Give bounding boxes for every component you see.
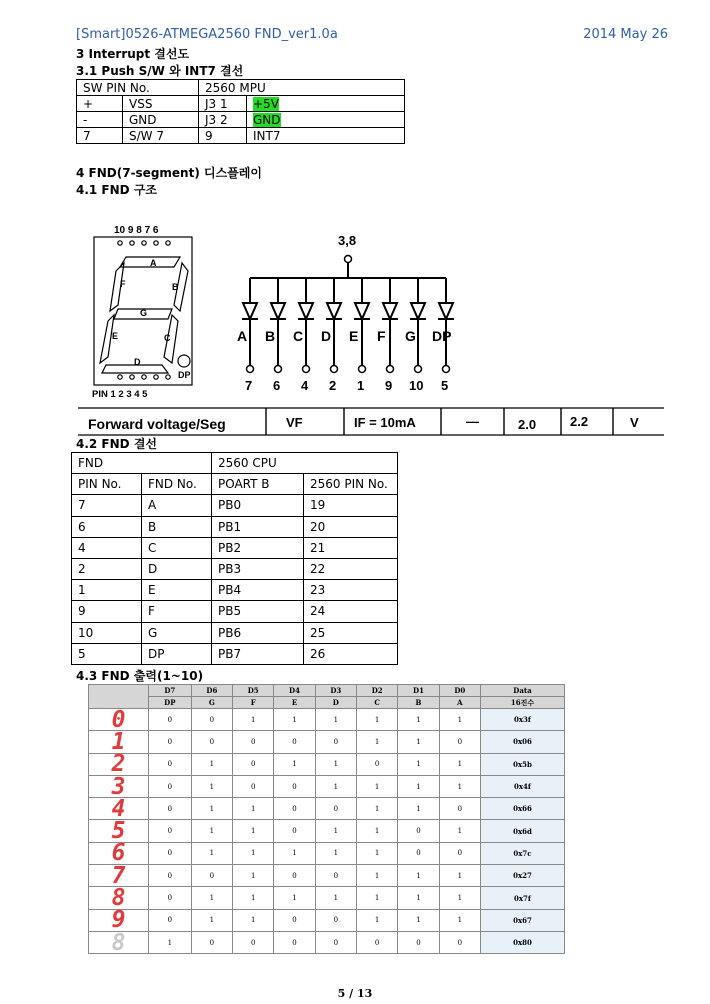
diode-label: B — [265, 328, 276, 344]
table-cell: 22 — [304, 558, 398, 579]
bit-cell: 1 — [398, 731, 439, 753]
bit-cell: 0 — [315, 731, 356, 753]
table-row — [89, 909, 565, 931]
table-row — [72, 580, 398, 601]
segment-label-a: A — [150, 258, 157, 268]
section-4-2-heading: 4.2 FND 결선 — [76, 437, 157, 451]
bit-cell: 1 — [191, 798, 232, 820]
column-header: D3 — [315, 685, 356, 697]
section-4-heading: 4 FND(7-segment) 디스플레이 — [76, 166, 262, 180]
fnd-wiring-table — [71, 452, 398, 665]
bit-cell: 0 — [274, 775, 315, 797]
hex-value: 0x5b — [480, 753, 564, 775]
bit-cell: 1 — [439, 775, 480, 797]
bit-cell: 0 — [274, 731, 315, 753]
table-cell: PB1 — [212, 516, 304, 537]
table-cell: F — [142, 601, 212, 622]
bit-cell: 1 — [439, 820, 480, 842]
diode-pin-number: 2 — [329, 378, 337, 393]
bit-cell: 0 — [439, 842, 480, 864]
table-cell: PB5 — [212, 601, 304, 622]
bit-cell: 0 — [191, 931, 232, 953]
bit-cell: 0 — [274, 865, 315, 887]
column-subheader: G — [191, 697, 232, 709]
spec-unit: V — [630, 415, 639, 430]
diode-e — [349, 278, 370, 393]
column-subheader: D — [315, 697, 356, 709]
table-cell: B — [142, 516, 212, 537]
bit-cell: 1 — [357, 909, 398, 931]
table-cell: POART B — [212, 474, 304, 495]
bit-cell: 0 — [149, 842, 192, 864]
bit-cell: 1 — [357, 775, 398, 797]
table-row — [72, 474, 398, 495]
column-subheader: E — [274, 697, 315, 709]
table-row — [77, 96, 405, 112]
bit-cell: 0 — [149, 865, 192, 887]
bit-cell: 1 — [439, 887, 480, 909]
column-header: D2 — [357, 685, 398, 697]
table-row — [77, 128, 405, 144]
table-cell: 2560 MPU — [199, 80, 405, 96]
bit-cell: 1 — [274, 709, 315, 731]
table-cell: PB3 — [212, 558, 304, 579]
table-cell: 25 — [304, 622, 398, 643]
bit-cell: 1 — [233, 798, 274, 820]
table-cell — [247, 112, 405, 128]
table-cell: PB2 — [212, 537, 304, 558]
bit-cell: 1 — [233, 709, 274, 731]
table-cell: FND — [72, 453, 212, 474]
table-row — [72, 537, 398, 558]
table-cell: J3 2 — [199, 112, 247, 128]
table-cell: 20 — [304, 516, 398, 537]
table-cell: 1 — [72, 580, 142, 601]
bit-cell: 1 — [315, 709, 356, 731]
table-cell — [89, 685, 149, 709]
bit-cell: 0 — [233, 731, 274, 753]
section-3-heading: 3 Interrupt 결선도 — [76, 47, 190, 61]
table-cell: 23 — [304, 580, 398, 601]
diode-pin-number: 1 — [357, 378, 365, 393]
diode-pin-number: 4 — [301, 378, 309, 393]
diode-label: E — [349, 328, 359, 344]
bit-cell: 1 — [191, 842, 232, 864]
table-row — [89, 931, 565, 953]
table-row — [89, 865, 565, 887]
digit-glyph: 8 — [89, 931, 149, 953]
segment-label-d: D — [134, 357, 141, 367]
table-row — [89, 820, 565, 842]
column-header: D6 — [191, 685, 232, 697]
hex-value: 0x06 — [480, 731, 564, 753]
table-cell: 7 — [72, 495, 142, 516]
bit-cell: 0 — [398, 842, 439, 864]
bit-cell: 1 — [357, 842, 398, 864]
table-cell: DP — [142, 643, 212, 664]
bit-cell: 1 — [357, 709, 398, 731]
bit-cell: 1 — [191, 887, 232, 909]
table-cell: 7 — [77, 128, 123, 144]
bit-cell: 0 — [439, 931, 480, 953]
table-row — [77, 112, 405, 128]
table-cell: D — [142, 558, 212, 579]
bit-cell: 0 — [274, 909, 315, 931]
hex-value: 0x67 — [480, 909, 564, 931]
bit-cell: 1 — [274, 842, 315, 864]
bit-cell: 0 — [233, 931, 274, 953]
bit-cell: 1 — [233, 887, 274, 909]
bit-cell: 0 — [274, 820, 315, 842]
table-row — [89, 709, 565, 731]
table-row — [89, 753, 565, 775]
bottom-pin-numbers: PIN 1 2 3 4 5 — [92, 389, 148, 400]
bit-cell: 1 — [149, 931, 192, 953]
hex-value: 0x4f — [480, 775, 564, 797]
bit-cell: 0 — [149, 775, 192, 797]
digit-glyph: 3 — [89, 775, 149, 797]
table-cell: GND — [123, 112, 199, 128]
digit-glyph: 7 — [89, 865, 149, 887]
diode-label: G — [405, 328, 416, 344]
bit-cell: 0 — [315, 798, 356, 820]
digit-glyph: 8 — [89, 887, 149, 909]
table-cell: 2560 CPU — [212, 453, 398, 474]
bit-cell: 1 — [398, 909, 439, 931]
table-cell: C — [142, 537, 212, 558]
table-cell: 4 — [72, 537, 142, 558]
digit-glyph: 6 — [89, 842, 149, 864]
bit-cell: 1 — [398, 753, 439, 775]
table-cell: 21 — [304, 537, 398, 558]
diode-array — [237, 278, 454, 393]
table-cell: S/W 7 — [123, 128, 199, 144]
column-header: D1 — [398, 685, 439, 697]
bit-cell: 0 — [149, 753, 192, 775]
table-header-row — [89, 697, 565, 709]
column-subheader: B — [398, 697, 439, 709]
bit-cell: 1 — [191, 775, 232, 797]
document-date: 2014 May 26 — [583, 27, 668, 42]
bit-cell: 1 — [233, 842, 274, 864]
section-3-1-heading: 3.1 Push S/W 와 INT7 결선 — [76, 64, 244, 78]
bit-cell: 0 — [149, 820, 192, 842]
bit-cell: 0 — [357, 753, 398, 775]
diode-a — [237, 278, 258, 393]
bit-cell: 1 — [233, 909, 274, 931]
highlighted-value: +5V — [253, 96, 279, 111]
column-header: D5 — [233, 685, 274, 697]
hex-value: 0x66 — [480, 798, 564, 820]
bit-cell: 0 — [149, 731, 192, 753]
spec-symbol: VF — [286, 415, 303, 430]
digit-glyph: 1 — [89, 731, 149, 753]
diode-label: A — [237, 328, 248, 344]
column-subheader: 16진수 — [480, 697, 564, 709]
bit-cell: 1 — [233, 865, 274, 887]
table-cell: INT7 — [247, 128, 405, 144]
digit-glyph: 9 — [89, 909, 149, 931]
interrupt-wiring-table — [76, 79, 405, 144]
table-cell: 2 — [72, 558, 142, 579]
bit-cell: 0 — [191, 865, 232, 887]
bit-cell: 1 — [439, 753, 480, 775]
diode-pin-number: 6 — [273, 378, 281, 393]
bit-cell: 0 — [149, 909, 192, 931]
bit-cell: 1 — [357, 865, 398, 887]
digit-glyph: 0 — [89, 709, 149, 731]
bit-cell: 0 — [191, 709, 232, 731]
digit-glyph: 2 — [89, 753, 149, 775]
diode-c — [293, 278, 314, 393]
hex-value: 0x80 — [480, 931, 564, 953]
bit-cell: 0 — [191, 731, 232, 753]
table-cell: VSS — [123, 96, 199, 112]
column-header: D4 — [274, 685, 315, 697]
segment-label-e: E — [112, 331, 119, 341]
bit-cell: 0 — [274, 931, 315, 953]
bit-cell: 1 — [357, 887, 398, 909]
document-title: [Smart]0526-ATMEGA2560 FND_ver1.0a — [76, 27, 338, 42]
bit-cell: 1 — [191, 909, 232, 931]
table-cell: 26 — [304, 643, 398, 664]
bit-cell: 1 — [315, 775, 356, 797]
table-cell: 2560 PIN No. — [304, 474, 398, 495]
bit-cell: 1 — [398, 775, 439, 797]
bit-cell: 1 — [439, 865, 480, 887]
diode-f — [377, 278, 398, 393]
bit-cell: 0 — [149, 798, 192, 820]
column-subheader: F — [233, 697, 274, 709]
fnd-output-table — [88, 684, 565, 954]
diode-label: C — [293, 328, 304, 344]
section-4-3-heading: 4.3 FND 출력(1~10) — [76, 669, 204, 683]
diode-g — [405, 278, 426, 393]
diode-pin-number: 5 — [441, 378, 449, 393]
bit-cell: 1 — [439, 909, 480, 931]
table-cell: PB0 — [212, 495, 304, 516]
digit-glyph: 4 — [89, 798, 149, 820]
bit-cell: 0 — [274, 798, 315, 820]
bit-cell: 0 — [357, 931, 398, 953]
bit-cell: 1 — [398, 709, 439, 731]
table-cell: SW PIN No. — [77, 80, 199, 96]
table-cell: - — [77, 112, 123, 128]
segment-label-c: C — [164, 333, 171, 343]
spec-typ: 2.0 — [518, 417, 537, 432]
table-row — [89, 775, 565, 797]
diode-pin-number: 9 — [385, 378, 393, 393]
spec-name: Forward voltage/Seg — [88, 416, 226, 432]
bit-cell: 1 — [398, 865, 439, 887]
table-row — [72, 516, 398, 537]
bit-cell: 0 — [439, 731, 480, 753]
table-cell: 19 — [304, 495, 398, 516]
bit-cell: 0 — [315, 909, 356, 931]
column-header: D7 — [149, 685, 192, 697]
bit-cell: 1 — [398, 798, 439, 820]
fnd-structure-figure — [76, 215, 666, 440]
table-cell: FND No. — [142, 474, 212, 495]
diode-pin-number: 7 — [245, 378, 253, 393]
diode-label: F — [377, 328, 386, 344]
bit-cell: 1 — [274, 753, 315, 775]
bit-cell: 0 — [315, 865, 356, 887]
table-row — [77, 80, 405, 96]
bit-cell: 0 — [149, 709, 192, 731]
table-cell: J3 1 — [199, 96, 247, 112]
bit-cell: 0 — [233, 775, 274, 797]
table-row — [72, 601, 398, 622]
bit-cell: 0 — [439, 798, 480, 820]
table-cell: PB7 — [212, 643, 304, 664]
table-cell: 9 — [199, 128, 247, 144]
bit-cell: 1 — [357, 798, 398, 820]
table-cell: PB4 — [212, 580, 304, 601]
hex-value: 0x7c — [480, 842, 564, 864]
bit-cell: 1 — [398, 887, 439, 909]
column-header: Data — [480, 685, 564, 697]
section-4-1-heading: 4.1 FND 구조 — [76, 183, 157, 197]
bit-cell: 1 — [315, 887, 356, 909]
table-row — [72, 622, 398, 643]
highlighted-value: GND — [253, 112, 281, 127]
diode-label: D — [321, 328, 332, 344]
table-cell: PIN No. — [72, 474, 142, 495]
spec-max: 2.2 — [570, 414, 589, 429]
page-number: 5 / 13 — [337, 987, 373, 1000]
table-row — [89, 842, 565, 864]
bit-cell: 0 — [315, 931, 356, 953]
diode-pin-number: 10 — [409, 378, 424, 393]
table-cell: 24 — [304, 601, 398, 622]
spec-min: — — [466, 414, 479, 429]
hex-value: 0x7f — [480, 887, 564, 909]
table-row — [72, 453, 398, 474]
table-cell: E — [142, 580, 212, 601]
diode-dp — [432, 278, 454, 393]
common-pin-label: 3,8 — [338, 233, 357, 248]
column-subheader: A — [439, 697, 480, 709]
table-cell: 5 — [72, 643, 142, 664]
table-row — [72, 558, 398, 579]
table-cell: 9 — [72, 601, 142, 622]
table-row — [89, 731, 565, 753]
bit-cell: 1 — [439, 709, 480, 731]
bit-cell: 1 — [357, 731, 398, 753]
column-subheader: C — [357, 697, 398, 709]
bit-cell: 1 — [315, 753, 356, 775]
table-row — [72, 643, 398, 664]
table-row — [89, 887, 565, 909]
table-cell: G — [142, 622, 212, 643]
table-cell: PB6 — [212, 622, 304, 643]
table-cell: A — [142, 495, 212, 516]
diode-d — [321, 278, 342, 393]
hex-value: 0x6d — [480, 820, 564, 842]
bit-cell: 0 — [398, 931, 439, 953]
bit-cell: 0 — [398, 820, 439, 842]
diode-b — [265, 278, 286, 393]
bit-cell: 1 — [315, 820, 356, 842]
table-cell: 10 — [72, 622, 142, 643]
diode-label: DP — [432, 328, 452, 344]
table-row — [72, 495, 398, 516]
digit-glyph: 5 — [89, 820, 149, 842]
top-pin-numbers: 10 9 8 7 6 — [114, 225, 159, 236]
table-cell: + — [77, 96, 123, 112]
bit-cell: 1 — [191, 820, 232, 842]
spec-condition: IF = 10mA — [354, 415, 416, 430]
table-cell — [247, 96, 405, 112]
bit-cell: 0 — [149, 887, 192, 909]
table-header-row — [89, 685, 565, 697]
segment-label-g: G — [140, 308, 148, 318]
hex-value: 0x3f — [480, 709, 564, 731]
segment-label-dp: DP — [178, 370, 191, 380]
bit-cell: 1 — [233, 820, 274, 842]
segment-label-f: F — [120, 279, 126, 289]
bit-cell: 1 — [357, 820, 398, 842]
column-header: D0 — [439, 685, 480, 697]
column-subheader: DP — [149, 697, 192, 709]
bit-cell: 0 — [233, 753, 274, 775]
table-cell: 6 — [72, 516, 142, 537]
bit-cell: 1 — [315, 842, 356, 864]
segment-label-b: B — [172, 282, 179, 292]
bit-cell: 1 — [274, 887, 315, 909]
table-row — [89, 798, 565, 820]
hex-value: 0x27 — [480, 865, 564, 887]
bit-cell: 1 — [191, 753, 232, 775]
